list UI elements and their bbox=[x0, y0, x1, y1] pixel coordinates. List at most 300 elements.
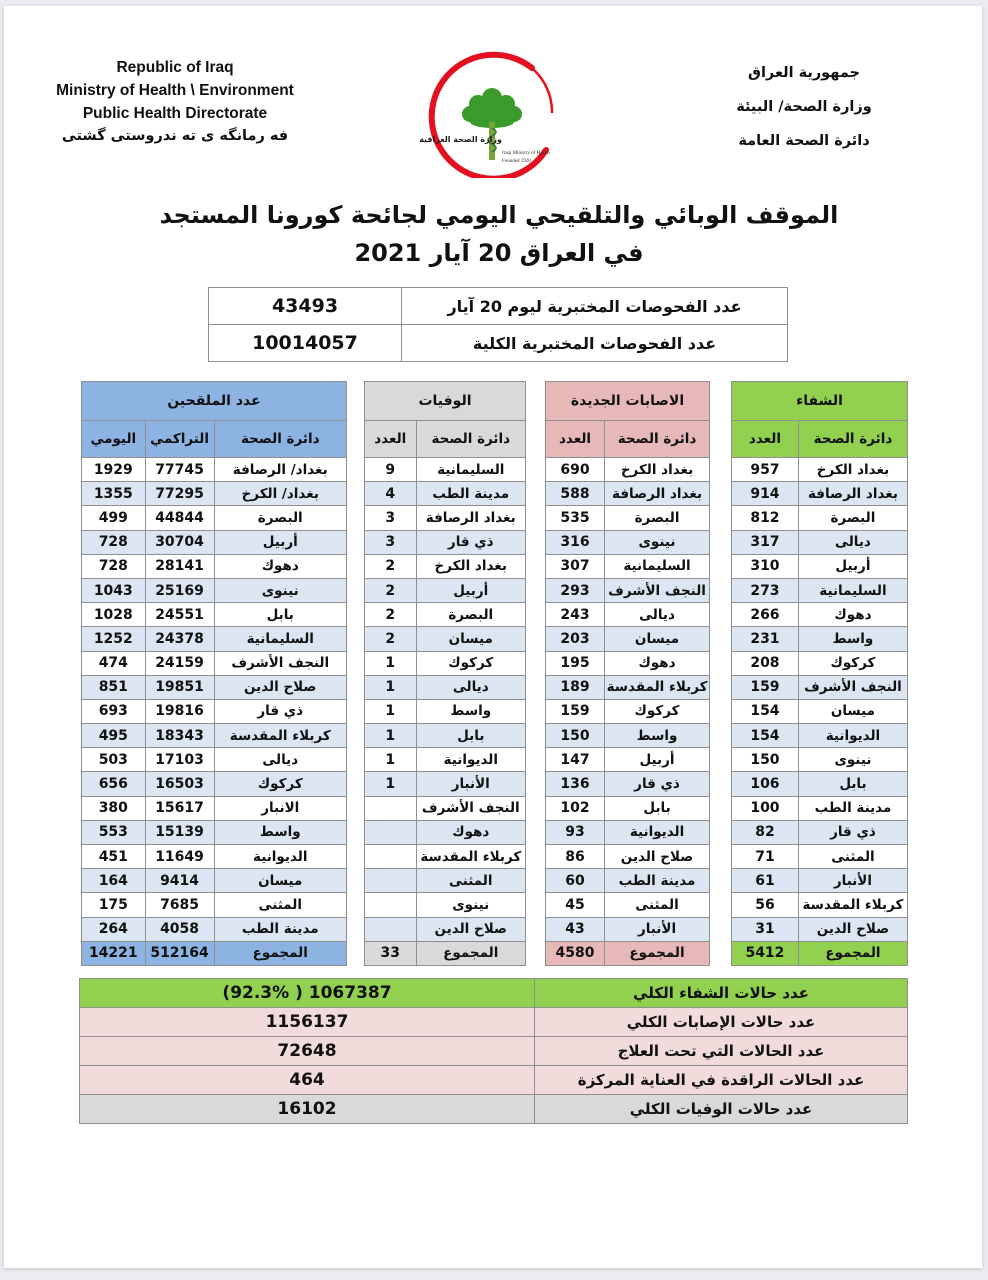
header-line-ministry: Ministry of Health \ Environment bbox=[56, 82, 294, 99]
cell-cumulative: 19851 bbox=[145, 675, 214, 699]
cell-dept: كركوك bbox=[214, 772, 347, 796]
column-header-count: العدد bbox=[546, 421, 605, 458]
cell-dept: ميسان bbox=[214, 869, 347, 893]
cell-cumulative: 44844 bbox=[145, 506, 214, 530]
table-row bbox=[546, 820, 710, 844]
table-row bbox=[365, 820, 526, 844]
cell-count: 957 bbox=[732, 458, 799, 482]
cell-dept: المثنى bbox=[798, 845, 907, 869]
report-title bbox=[154, 196, 844, 272]
cell-dept: ميسان bbox=[605, 627, 710, 651]
cell-dept: الديوانية bbox=[416, 748, 525, 772]
cell-count: 273 bbox=[732, 578, 799, 602]
table-row bbox=[365, 845, 526, 869]
cell-dept: البصرة bbox=[605, 506, 710, 530]
cell-dept: أربيل bbox=[798, 554, 907, 578]
cell-dept: ميسان bbox=[416, 627, 525, 651]
column-header-count: العدد bbox=[365, 421, 417, 458]
cell-count: 60 bbox=[546, 869, 605, 893]
cell-dept: واسط bbox=[605, 724, 710, 748]
cell-count: 690 bbox=[546, 458, 605, 482]
cell-count bbox=[365, 893, 417, 917]
cell-daily: 164 bbox=[82, 869, 146, 893]
cell-dept: ذي قار bbox=[605, 772, 710, 796]
cell-count: 1 bbox=[365, 724, 417, 748]
cell-dept: السليمانية bbox=[798, 578, 907, 602]
table-row bbox=[546, 772, 710, 796]
cell-dept: ديالى bbox=[798, 530, 907, 554]
tests-value: 10014057 bbox=[209, 325, 402, 362]
cell-count: 1 bbox=[365, 699, 417, 723]
cell-count: 106 bbox=[732, 772, 799, 796]
table-row bbox=[732, 627, 908, 651]
deaths-table bbox=[364, 381, 526, 966]
column-header-dept: دائرة الصحة bbox=[416, 421, 525, 458]
cell-daily: 1929 bbox=[82, 458, 146, 482]
summary-table bbox=[79, 978, 908, 1124]
table-row bbox=[365, 699, 526, 723]
cell-daily: 553 bbox=[82, 820, 146, 844]
table-row bbox=[82, 651, 347, 675]
cell-dept: النجف الأشرف bbox=[605, 578, 710, 602]
table-row bbox=[365, 603, 526, 627]
summary-row-under-treatment bbox=[80, 1037, 908, 1066]
cell-daily: 175 bbox=[82, 893, 146, 917]
cell-cumulative: 9414 bbox=[145, 869, 214, 893]
cell-cumulative: 11649 bbox=[145, 845, 214, 869]
cell-daily: 1028 bbox=[82, 603, 146, 627]
table-row bbox=[365, 772, 526, 796]
table-row bbox=[546, 917, 710, 941]
cell-dept: أربيل bbox=[416, 578, 525, 602]
table-row bbox=[82, 724, 347, 748]
cell-cumulative: 19816 bbox=[145, 699, 214, 723]
cell-count: 1 bbox=[365, 772, 417, 796]
table-row bbox=[546, 869, 710, 893]
column-header-count: العدد bbox=[732, 421, 799, 458]
cell-dept: مدينة الطب bbox=[214, 917, 347, 941]
total-row bbox=[732, 941, 908, 965]
table-row bbox=[82, 845, 347, 869]
table-row bbox=[82, 869, 347, 893]
cell-dept: مدينة الطب bbox=[605, 869, 710, 893]
cell-count: 154 bbox=[732, 724, 799, 748]
table-row bbox=[365, 530, 526, 554]
cell-dept: المثنى bbox=[605, 893, 710, 917]
cell-dept: صلاح الدين bbox=[798, 917, 907, 941]
table-row bbox=[546, 893, 710, 917]
table-row bbox=[732, 724, 908, 748]
cell-cumulative: 7685 bbox=[145, 893, 214, 917]
cell-cumulative: 77745 bbox=[145, 458, 214, 482]
cell-daily: 503 bbox=[82, 748, 146, 772]
column-header-daily: اليومي bbox=[82, 421, 146, 458]
cell-dept: ذي قار bbox=[214, 699, 347, 723]
cell-count bbox=[365, 845, 417, 869]
column-header-dept: دائرة الصحة bbox=[214, 421, 347, 458]
cell-count: 150 bbox=[732, 748, 799, 772]
table-row bbox=[365, 796, 526, 820]
cell-dept: أربيل bbox=[214, 530, 347, 554]
table-row bbox=[546, 845, 710, 869]
total-label: المجموع bbox=[214, 941, 347, 965]
cell-dept: بابل bbox=[605, 796, 710, 820]
cell-dept: ديالى bbox=[214, 748, 347, 772]
cell-count: 2 bbox=[365, 603, 417, 627]
table-row bbox=[732, 917, 908, 941]
table-row bbox=[546, 554, 710, 578]
cell-count: 914 bbox=[732, 482, 799, 506]
table-row bbox=[732, 651, 908, 675]
table-row bbox=[732, 893, 908, 917]
cell-daily: 1252 bbox=[82, 627, 146, 651]
ministry-logo bbox=[414, 50, 574, 178]
cell-dept: مدينة الطب bbox=[798, 796, 907, 820]
header-line-ministry-ar: وزارة الصحة/ البيئة bbox=[736, 99, 872, 115]
summary-label: عدد الحالات التي تحت العلاج bbox=[535, 1037, 908, 1066]
cell-dept: بغداد الكرخ bbox=[605, 458, 710, 482]
tests-label: عدد الفحوصات المختبرية ليوم 20 آيار bbox=[402, 288, 788, 325]
cell-count bbox=[365, 917, 417, 941]
table-row bbox=[732, 554, 908, 578]
tests-row-total bbox=[209, 325, 788, 362]
cell-count: 3 bbox=[365, 530, 417, 554]
table-row bbox=[365, 675, 526, 699]
cell-dept: النجف الأشرف bbox=[798, 675, 907, 699]
cell-count: 310 bbox=[732, 554, 799, 578]
cell-count: 588 bbox=[546, 482, 605, 506]
header-line-republic-ar: جمهورية العراق bbox=[747, 65, 861, 81]
table-row bbox=[82, 917, 347, 941]
cell-daily: 499 bbox=[82, 506, 146, 530]
table-row bbox=[82, 530, 347, 554]
cell-count: 2 bbox=[365, 627, 417, 651]
header-line-directorate: Public Health Directorate bbox=[82, 105, 268, 122]
cell-cumulative: 18343 bbox=[145, 724, 214, 748]
table-row bbox=[82, 458, 347, 482]
summary-label: عدد الحالات الراقدة في العناية المركزة bbox=[535, 1066, 908, 1095]
cell-dept: ميسان bbox=[798, 699, 907, 723]
cell-dept: بغداد/ الرصافة bbox=[214, 458, 347, 482]
table-row bbox=[546, 724, 710, 748]
cell-count bbox=[365, 869, 417, 893]
new-infections-table bbox=[545, 381, 710, 966]
table-row bbox=[546, 530, 710, 554]
table-row bbox=[82, 627, 347, 651]
logo-emblem-icon bbox=[414, 50, 574, 178]
total-value: 33 bbox=[365, 941, 417, 965]
lab-tests-table bbox=[208, 287, 788, 362]
cell-count: 231 bbox=[732, 627, 799, 651]
table-row bbox=[365, 627, 526, 651]
cell-cumulative: 24378 bbox=[145, 627, 214, 651]
cell-daily: 380 bbox=[82, 796, 146, 820]
cell-dept: ذي قار bbox=[798, 820, 907, 844]
table-row bbox=[365, 458, 526, 482]
total-row bbox=[365, 941, 526, 965]
cell-dept: مدينة الطب bbox=[416, 482, 525, 506]
summary-value: 16102 bbox=[80, 1095, 535, 1124]
cell-count: 9 bbox=[365, 458, 417, 482]
cell-dept: كركوك bbox=[416, 651, 525, 675]
cell-dept: واسط bbox=[798, 627, 907, 651]
table-row bbox=[82, 603, 347, 627]
tests-value: 43493 bbox=[209, 288, 402, 325]
cell-dept: بابل bbox=[416, 724, 525, 748]
cell-dept: ديالى bbox=[416, 675, 525, 699]
cell-dept: واسط bbox=[416, 699, 525, 723]
cell-count: 86 bbox=[546, 845, 605, 869]
total-value: 5412 bbox=[732, 941, 799, 965]
table-row bbox=[732, 603, 908, 627]
table-row bbox=[732, 530, 908, 554]
column-header-cumulative: التراكمي bbox=[145, 421, 214, 458]
cell-daily: 264 bbox=[82, 917, 146, 941]
cell-cumulative: 25169 bbox=[145, 578, 214, 602]
cell-count: 266 bbox=[732, 603, 799, 627]
total-row bbox=[546, 941, 710, 965]
table-row bbox=[546, 699, 710, 723]
cell-daily: 474 bbox=[82, 651, 146, 675]
table-row bbox=[365, 748, 526, 772]
cell-dept: كربلاء المقدسة bbox=[416, 845, 525, 869]
table-row bbox=[546, 796, 710, 820]
cell-dept: النجف الأشرف bbox=[214, 651, 347, 675]
cell-dept: بابل bbox=[214, 603, 347, 627]
cell-count: 31 bbox=[732, 917, 799, 941]
cell-daily: 851 bbox=[82, 675, 146, 699]
cell-count: 102 bbox=[546, 796, 605, 820]
cell-dept: الديوانية bbox=[798, 724, 907, 748]
cell-dept: بغداد الرصافة bbox=[416, 506, 525, 530]
cell-dept: ديالى bbox=[605, 603, 710, 627]
cell-dept: الديوانية bbox=[605, 820, 710, 844]
cell-dept: السليمانية bbox=[416, 458, 525, 482]
summary-row-recovered bbox=[80, 979, 908, 1008]
total-label: المجموع bbox=[416, 941, 525, 965]
cell-dept: نينوى bbox=[214, 578, 347, 602]
summary-row-deaths bbox=[80, 1095, 908, 1124]
cell-dept: صلاح الدين bbox=[605, 845, 710, 869]
cell-dept: بغداد/ الكرخ bbox=[214, 482, 347, 506]
cell-daily: 728 bbox=[82, 530, 146, 554]
cell-count bbox=[365, 820, 417, 844]
cell-count: 1 bbox=[365, 651, 417, 675]
cell-count: 293 bbox=[546, 578, 605, 602]
table-row bbox=[732, 699, 908, 723]
cell-count: 1 bbox=[365, 675, 417, 699]
cell-dept: أربيل bbox=[605, 748, 710, 772]
cell-count: 2 bbox=[365, 578, 417, 602]
cell-count: 208 bbox=[732, 651, 799, 675]
summary-value: 464 bbox=[80, 1066, 535, 1095]
cell-dept: نينوى bbox=[416, 893, 525, 917]
cell-daily: 693 bbox=[82, 699, 146, 723]
cell-dept: الأنبار bbox=[605, 917, 710, 941]
cell-dept: بابل bbox=[798, 772, 907, 796]
header-line-directorate-ar: دائرة الصحة العامة bbox=[738, 133, 870, 149]
cell-count: 535 bbox=[546, 506, 605, 530]
cell-dept: دهوك bbox=[416, 820, 525, 844]
cell-daily: 656 bbox=[82, 772, 146, 796]
cell-cumulative: 15617 bbox=[145, 796, 214, 820]
cell-count: 61 bbox=[732, 869, 799, 893]
cell-count: 71 bbox=[732, 845, 799, 869]
table-row bbox=[82, 578, 347, 602]
cell-dept: دهوك bbox=[798, 603, 907, 627]
table-row bbox=[732, 845, 908, 869]
cell-dept: دهوك bbox=[605, 651, 710, 675]
cell-dept: البصرة bbox=[798, 506, 907, 530]
cell-count bbox=[365, 796, 417, 820]
summary-row-icu bbox=[80, 1066, 908, 1095]
table-row bbox=[546, 578, 710, 602]
title-line-1: الموقف الوبائي والتلقيحي اليومي لجائحة كورونا المستجد bbox=[159, 201, 839, 229]
total-value: 4580 bbox=[546, 941, 605, 965]
tests-row-daily bbox=[209, 288, 788, 325]
cell-dept: البصرة bbox=[214, 506, 347, 530]
table-row bbox=[732, 772, 908, 796]
cell-dept: واسط bbox=[214, 820, 347, 844]
header-line-republic: Republic of Iraq bbox=[116, 59, 234, 76]
cell-dept: كربلاء المقدسة bbox=[798, 893, 907, 917]
cell-count: 1 bbox=[365, 748, 417, 772]
cell-cumulative: 28141 bbox=[145, 554, 214, 578]
svg-text:Iraqi Ministry of Health: Iraqi Ministry of Health bbox=[502, 151, 550, 156]
table-row bbox=[82, 675, 347, 699]
svg-text:وزارة الصحة العراقية: وزارة الصحة العراقية bbox=[419, 135, 502, 144]
cell-count: 159 bbox=[546, 699, 605, 723]
table-title: عدد الملقحين bbox=[82, 382, 347, 421]
table-row bbox=[82, 699, 347, 723]
cell-count: 43 bbox=[546, 917, 605, 941]
cell-daily: 1043 bbox=[82, 578, 146, 602]
summary-label: عدد حالات الوفيات الكلي bbox=[535, 1095, 908, 1124]
vaccinated-table bbox=[81, 381, 347, 966]
cell-dept: كركوك bbox=[605, 699, 710, 723]
table-row bbox=[82, 893, 347, 917]
table-row bbox=[546, 627, 710, 651]
table-row bbox=[365, 506, 526, 530]
cell-count: 82 bbox=[732, 820, 799, 844]
column-header-dept: دائرة الصحة bbox=[605, 421, 710, 458]
total-row bbox=[82, 941, 347, 965]
cell-count: 4 bbox=[365, 482, 417, 506]
table-title: الاصابات الجديدة bbox=[546, 382, 710, 421]
table-row bbox=[82, 554, 347, 578]
cell-dept: المثنى bbox=[214, 893, 347, 917]
summary-value: 1156137 bbox=[80, 1008, 535, 1037]
cell-dept: الانبار bbox=[214, 796, 347, 820]
cell-dept: ذي قار bbox=[416, 530, 525, 554]
cell-dept: نينوى bbox=[798, 748, 907, 772]
svg-text:Founded 1920: Founded 1920 bbox=[502, 159, 531, 164]
table-row bbox=[732, 869, 908, 893]
cell-count: 150 bbox=[546, 724, 605, 748]
cell-count: 812 bbox=[732, 506, 799, 530]
cell-dept: الأنبار bbox=[416, 772, 525, 796]
table-row bbox=[546, 748, 710, 772]
cell-count: 203 bbox=[546, 627, 605, 651]
cell-count: 2 bbox=[365, 554, 417, 578]
cell-count: 136 bbox=[546, 772, 605, 796]
table-row bbox=[82, 482, 347, 506]
cell-count: 147 bbox=[546, 748, 605, 772]
table-row bbox=[732, 458, 908, 482]
cell-dept: بغداد الكرخ bbox=[416, 554, 525, 578]
table-row bbox=[365, 578, 526, 602]
summary-label: عدد حالات الإصابات الكلي bbox=[535, 1008, 908, 1037]
cell-cumulative: 24551 bbox=[145, 603, 214, 627]
cell-dept: نينوى bbox=[605, 530, 710, 554]
cell-dept: المثنى bbox=[416, 869, 525, 893]
cell-dept: صلاح الدين bbox=[416, 917, 525, 941]
table-row bbox=[82, 820, 347, 844]
cell-cumulative: 30704 bbox=[145, 530, 214, 554]
cell-dept: النجف الأشرف bbox=[416, 796, 525, 820]
cell-dept: السليمانية bbox=[605, 554, 710, 578]
cell-dept: السليمانية bbox=[214, 627, 347, 651]
total-cumulative: 512164 bbox=[145, 941, 214, 965]
table-row bbox=[546, 675, 710, 699]
cell-count: 93 bbox=[546, 820, 605, 844]
header-line-kurdish: فه رمانگه ی ته ندروستی گشتی bbox=[61, 128, 289, 144]
table-row bbox=[732, 506, 908, 530]
table-row bbox=[546, 651, 710, 675]
cell-count: 56 bbox=[732, 893, 799, 917]
table-row bbox=[82, 748, 347, 772]
cell-dept: دهوك bbox=[214, 554, 347, 578]
table-row bbox=[546, 506, 710, 530]
cell-cumulative: 15139 bbox=[145, 820, 214, 844]
summary-value: (92.3% ) 1067387 bbox=[80, 979, 535, 1008]
cell-dept: الديوانية bbox=[214, 845, 347, 869]
cell-dept: كربلاء المقدسة bbox=[214, 724, 347, 748]
cell-daily: 1355 bbox=[82, 482, 146, 506]
cell-dept: بغداد الرصافة bbox=[605, 482, 710, 506]
cell-dept: صلاح الدين bbox=[214, 675, 347, 699]
cell-count: 189 bbox=[546, 675, 605, 699]
cell-count: 307 bbox=[546, 554, 605, 578]
table-title: الشفاء bbox=[732, 382, 908, 421]
cell-count: 100 bbox=[732, 796, 799, 820]
summary-label: عدد حالات الشفاء الكلي bbox=[535, 979, 908, 1008]
cell-count: 317 bbox=[732, 530, 799, 554]
cell-cumulative: 4058 bbox=[145, 917, 214, 941]
cell-count: 195 bbox=[546, 651, 605, 675]
total-label: المجموع bbox=[798, 941, 907, 965]
table-row bbox=[82, 506, 347, 530]
cell-dept: كربلاء المقدسة bbox=[605, 675, 710, 699]
cell-dept: البصرة bbox=[416, 603, 525, 627]
cell-daily: 451 bbox=[82, 845, 146, 869]
cell-count: 316 bbox=[546, 530, 605, 554]
table-row bbox=[365, 869, 526, 893]
cell-dept: بغداد الرصافة bbox=[798, 482, 907, 506]
recoveries-table bbox=[731, 381, 908, 966]
table-title: الوفيات bbox=[365, 382, 526, 421]
english-header bbox=[40, 56, 310, 148]
cell-count: 3 bbox=[365, 506, 417, 530]
tests-label: عدد الفحوصات المختبرية الكلية bbox=[402, 325, 788, 362]
cell-count: 154 bbox=[732, 699, 799, 723]
cell-count: 45 bbox=[546, 893, 605, 917]
cell-dept: بغداد الكرخ bbox=[798, 458, 907, 482]
cell-cumulative: 77295 bbox=[145, 482, 214, 506]
table-row bbox=[732, 820, 908, 844]
table-row bbox=[732, 482, 908, 506]
arabic-header bbox=[704, 56, 904, 158]
